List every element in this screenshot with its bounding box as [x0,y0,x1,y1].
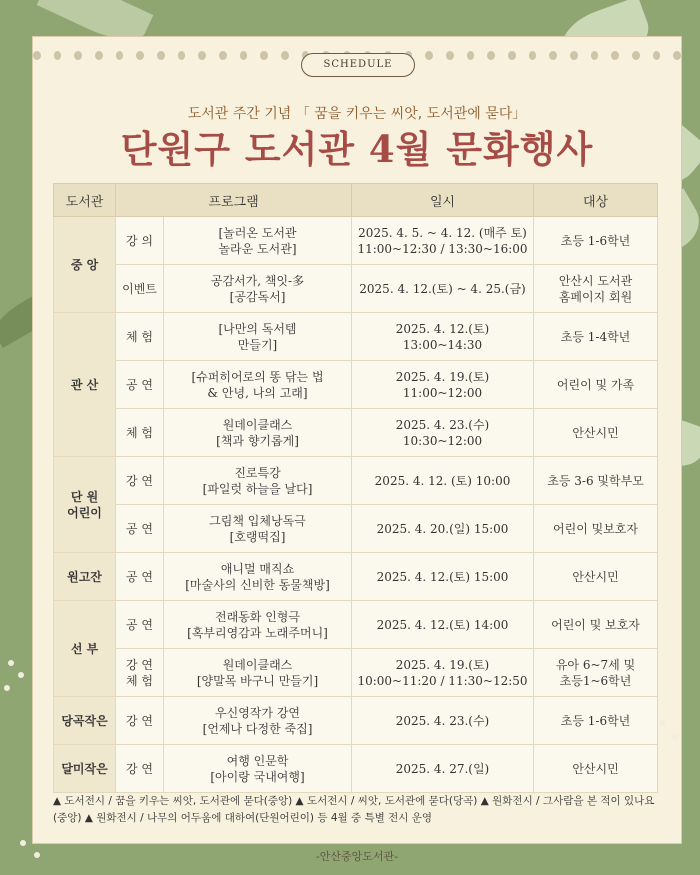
type-cell: 강 의 [116,217,164,265]
table-row [54,313,658,361]
program-cell: 진로특강 [파일럿 하늘을 날다] [164,457,352,505]
date-cell: 2025. 4. 19.(토) 11:00~12:00 [352,361,534,409]
audience-cell: 초등 3-6 및학부모 [534,457,658,505]
flower-decoration [20,840,26,846]
header-audience: 대상 [534,184,658,217]
date-cell: 2025. 4. 20.(일) 15:00 [352,505,534,553]
table-row [54,553,658,601]
library-cell: 관 산 [54,313,116,457]
header-library: 도서관 [54,184,116,217]
date-cell: 2025. 4. 12.(토) ~ 4. 25.(금) [352,265,534,313]
type-cell: 강 연 [116,457,164,505]
program-cell: [나만의 독서템 만들기] [164,313,352,361]
program-cell: 우신영작가 강연 [언제나 다정한 죽집] [164,697,352,745]
flower-decoration [18,672,24,678]
type-cell: 공 연 [116,361,164,409]
exhibition-note: ▲ 도서전시 / 꿈을 키우는 씨앗, 도서관에 묻다(중앙) ▲ 도서전시 / 씨앗, 도서관에 묻다(당곡) ▲ 원화전시 / 그사람을 본 적이 있나요(중앙) ▲ 원화전시 / 나무의 어두움에 대하여(단원어린이) 등 4월 중 특별 전시 운영 [53,795,655,824]
table-row [54,265,658,313]
type-cell: 공 연 [116,505,164,553]
program-cell: 전래동화 인형극 [혹부리영감과 노래주머니] [164,601,352,649]
type-cell: 강 연 [116,697,164,745]
type-cell: 공 연 [116,553,164,601]
flower-decoration [672,734,678,740]
date-cell: 2025. 4. 5. ~ 4. 12. (매주 토) 11:00~12:30 / 13:30~16:00 [352,217,534,265]
program-cell: 애니멀 매직쇼 [마술사의 신비한 동물책방] [164,553,352,601]
type-cell: 강 연 체 험 [116,649,164,697]
library-cell: 달미작은 [54,745,116,793]
flower-decoration [34,852,40,858]
schedule-table [53,183,658,793]
audience-cell: 안산시민 [534,553,658,601]
program-cell: 원데이클래스 [책과 향기롭게] [164,409,352,457]
type-cell: 강 연 [116,745,164,793]
program-cell: 원데이클래스 [양말목 바구니 만들기] [164,649,352,697]
type-cell: 체 험 [116,409,164,457]
audience-cell: 안산시민 [534,745,658,793]
library-cell: 중 앙 [54,217,116,313]
library-cell: 당곡작은 [54,697,116,745]
library-cell: 선 부 [54,601,116,697]
header-program: 프로그램 [116,184,352,217]
flower-decoration [660,720,666,726]
library-cell: 원고잔 [54,553,116,601]
table-row [54,697,658,745]
audience-cell: 초등 1-6학년 [534,697,658,745]
audience-cell: 초등 1-4학년 [534,313,658,361]
audience-cell: 초등 1-6학년 [534,217,658,265]
footer-organizer: -안산중앙도서관- [315,850,399,863]
date-cell: 2025. 4. 12.(토) 13:00~14:30 [352,313,534,361]
table-row [54,457,658,505]
table-row [54,361,658,409]
table-row [54,217,658,265]
date-cell: 2025. 4. 12.(토) 15:00 [352,553,534,601]
program-cell: [놀러온 도서관 놀라운 도서관] [164,217,352,265]
date-cell: 2025. 4. 23.(수) [352,697,534,745]
audience-cell: 유아 6~7세 및 초등1~6학년 [534,649,658,697]
table-row [54,505,658,553]
schedule-badge: SCHEDULE [301,53,415,77]
type-cell: 체 험 [116,313,164,361]
table-row [54,745,658,793]
schedule-paper [32,36,682,863]
date-cell: 2025. 4. 23.(수) 10:30~12:00 [352,409,534,457]
program-cell: [슈퍼히어로의 똥 닦는 법 & 안녕, 나의 고래] [164,361,352,409]
table-header-row [54,184,658,217]
type-cell: 공 연 [116,601,164,649]
table-body [54,217,658,793]
audience-cell: 안산시민 [534,409,658,457]
table-row [54,649,658,697]
date-cell: 2025. 4. 19.(토) 10:00~11:20 / 11:30~12:50 [352,649,534,697]
audience-cell: 어린이 및 가족 [534,361,658,409]
audience-cell: 안산시 도서관 홈페이지 회원 [534,265,658,313]
flower-decoration [4,685,10,691]
date-cell: 2025. 4. 12. (토) 10:00 [352,457,534,505]
program-cell: 여행 인문학 [아이랑 국내여행] [164,745,352,793]
page-title: 단원구 도서관 4월 문화행사 [120,127,594,171]
subtitle: 도서관 주간 기념 「 꿈을 키우는 씨앗, 도서관에 묻다」 [187,106,527,122]
header-date: 일시 [352,184,534,217]
audience-cell: 어린이 및보호자 [534,505,658,553]
library-cell: 단 원 어린이 [54,457,116,553]
program-cell: 그림책 입체낭독극 [호랭떡집] [164,505,352,553]
table-row [54,409,658,457]
flower-decoration [8,660,14,666]
type-cell: 이벤트 [116,265,164,313]
date-cell: 2025. 4. 27.(일) [352,745,534,793]
date-cell: 2025. 4. 12.(토) 14:00 [352,601,534,649]
program-cell: 공감서가, 책잇-多 [공감독서] [164,265,352,313]
audience-cell: 어린이 및 보호자 [534,601,658,649]
table-row [54,601,658,649]
